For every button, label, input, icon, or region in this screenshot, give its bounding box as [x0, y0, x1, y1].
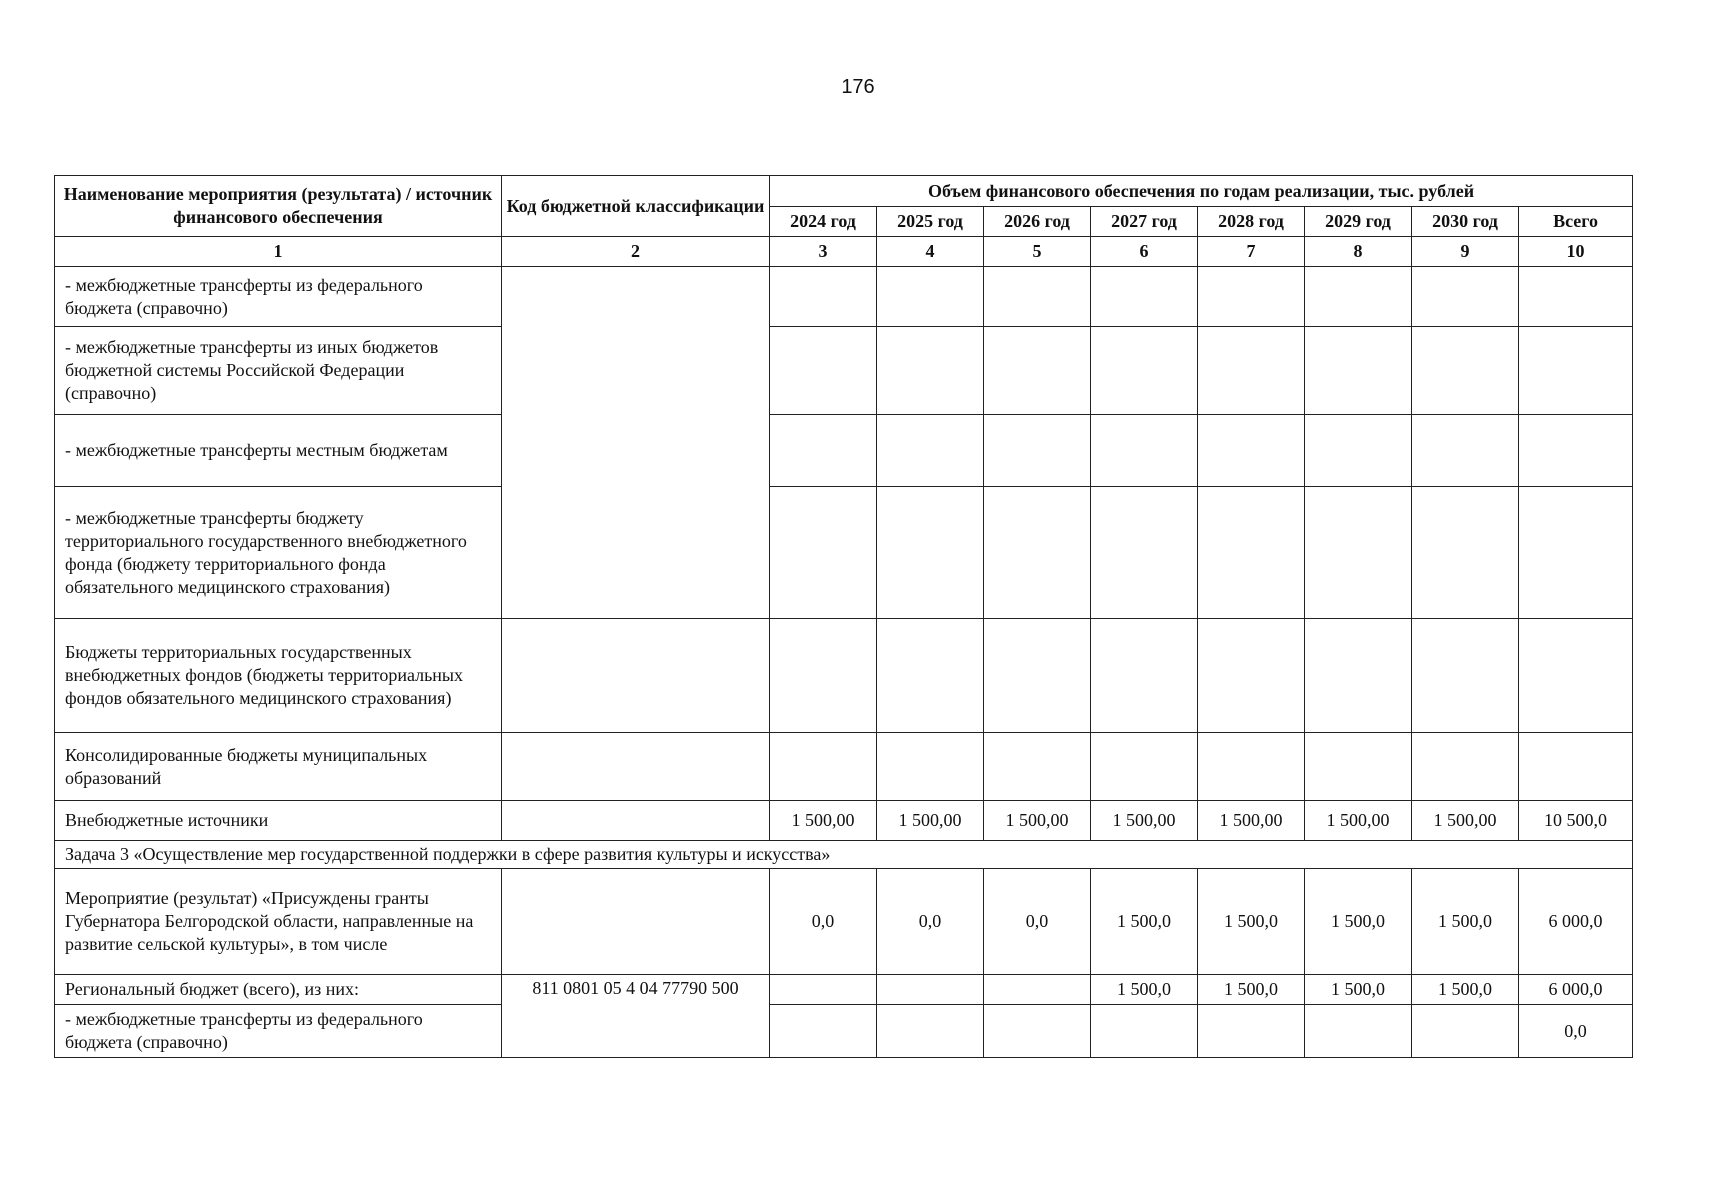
row-name: - межбюджетные трансферты из федерального бюджета (справочно) [55, 267, 502, 327]
header-total: Всего [1519, 207, 1633, 237]
row-name: Мероприятие (результат) «Присуждены гранты Губернатора Белгородской области, направленные на развитие сельской культуры», в том числе [55, 869, 502, 975]
value-cell [770, 487, 877, 619]
header-code: Код бюджетной классификации [502, 176, 770, 237]
table-row [55, 415, 1633, 487]
value-cell [877, 975, 984, 1005]
value-cell [984, 487, 1091, 619]
value-cell: 1 500,0 [1091, 975, 1198, 1005]
row-code-merged [502, 267, 770, 619]
row-name: Бюджеты территориальных государственных внебюджетных фондов (бюджеты территориальных фондов обязательного медицинского страхования) [55, 619, 502, 733]
value-cell [1198, 733, 1305, 801]
value-cell [1198, 619, 1305, 733]
value-cell [1305, 733, 1412, 801]
column-number: 3 [770, 237, 877, 267]
value-cell: 0,0 [1519, 1005, 1633, 1058]
row-code [502, 619, 770, 733]
column-number: 4 [877, 237, 984, 267]
value-cell [1305, 415, 1412, 487]
value-cell: 0,0 [770, 869, 877, 975]
value-cell [770, 415, 877, 487]
value-cell [770, 619, 877, 733]
value-cell [984, 267, 1091, 327]
value-cell [1519, 619, 1633, 733]
value-cell: 10 500,0 [1519, 801, 1633, 841]
row-name: - межбюджетные трансферты местным бюджетам [55, 415, 502, 487]
value-cell [1519, 487, 1633, 619]
task-title: Задача 3 «Осуществление мер государственной поддержки в сфере развития культуры и искусства» [55, 841, 1633, 869]
value-cell [1091, 487, 1198, 619]
value-cell [770, 733, 877, 801]
table-row [55, 733, 1633, 801]
header-year: 2029 год [1305, 207, 1412, 237]
value-cell [984, 415, 1091, 487]
value-cell [1198, 327, 1305, 415]
value-cell: 6 000,0 [1519, 869, 1633, 975]
row-name: Внебюджетные источники [55, 801, 502, 841]
value-cell [877, 267, 984, 327]
value-cell [1091, 1005, 1198, 1058]
value-cell: 1 500,00 [1412, 801, 1519, 841]
row-code: 811 0801 05 4 04 77790 500 [502, 975, 770, 1058]
value-cell [1091, 733, 1198, 801]
column-number-row [55, 237, 1633, 267]
value-cell [1412, 415, 1519, 487]
page-number: 176 [841, 76, 875, 98]
value-cell [770, 975, 877, 1005]
value-cell [1305, 1005, 1412, 1058]
row-code [502, 801, 770, 841]
value-cell [984, 733, 1091, 801]
value-cell [1198, 487, 1305, 619]
value-cell [984, 1005, 1091, 1058]
value-cell: 0,0 [877, 869, 984, 975]
value-cell: 1 500,0 [1412, 869, 1519, 975]
value-cell [877, 327, 984, 415]
table-row [55, 869, 1633, 975]
value-cell [1519, 415, 1633, 487]
value-cell [1091, 327, 1198, 415]
value-cell [1412, 733, 1519, 801]
value-cell: 1 500,00 [984, 801, 1091, 841]
value-cell [1412, 327, 1519, 415]
value-cell [1412, 1005, 1519, 1058]
row-name: - межбюджетные трансферты из иных бюджетов бюджетной системы Российской Федерации (справочно) [55, 327, 502, 415]
value-cell [1198, 1005, 1305, 1058]
table-row [55, 267, 1633, 327]
header-volume: Объем финансового обеспечения по годам реализации, тыс. рублей [770, 176, 1633, 207]
value-cell [877, 619, 984, 733]
header-year: 2026 год [984, 207, 1091, 237]
value-cell [1412, 267, 1519, 327]
value-cell [1519, 733, 1633, 801]
row-name: - межбюджетные трансферты бюджету территориального государственного внебюджетного фонда (бюджету территориального фонда обязательного медицинского страхования) [55, 487, 502, 619]
column-number: 5 [984, 237, 1091, 267]
table-row [55, 487, 1633, 619]
value-cell [1305, 487, 1412, 619]
value-cell [877, 733, 984, 801]
value-cell [984, 975, 1091, 1005]
value-cell [1412, 619, 1519, 733]
table-row [55, 619, 1633, 733]
value-cell: 1 500,00 [1198, 801, 1305, 841]
column-number: 8 [1305, 237, 1412, 267]
value-cell: 1 500,00 [877, 801, 984, 841]
task-row [55, 841, 1633, 869]
value-cell [1198, 267, 1305, 327]
table-row [55, 975, 1633, 1005]
value-cell [1305, 267, 1412, 327]
value-cell [1519, 267, 1633, 327]
value-cell [1519, 327, 1633, 415]
value-cell [1305, 619, 1412, 733]
value-cell [984, 619, 1091, 733]
header-year: 2028 год [1198, 207, 1305, 237]
value-cell: 1 500,0 [1091, 869, 1198, 975]
value-cell [1091, 415, 1198, 487]
value-cell [877, 1005, 984, 1058]
row-code [502, 869, 770, 975]
header-year: 2030 год [1412, 207, 1519, 237]
value-cell: 6 000,0 [1519, 975, 1633, 1005]
value-cell: 1 500,0 [1198, 975, 1305, 1005]
value-cell: 1 500,0 [1198, 869, 1305, 975]
header-year: 2027 год [1091, 207, 1198, 237]
value-cell [877, 487, 984, 619]
header-year: 2024 год [770, 207, 877, 237]
value-cell: 0,0 [984, 869, 1091, 975]
value-cell [1305, 327, 1412, 415]
table-row [55, 801, 1633, 841]
value-cell: 1 500,0 [1305, 869, 1412, 975]
row-name: Консолидированные бюджеты муниципальных образований [55, 733, 502, 801]
value-cell [770, 1005, 877, 1058]
value-cell: 1 500,00 [1091, 801, 1198, 841]
budget-table [54, 175, 1633, 1058]
value-cell: 1 500,0 [1412, 975, 1519, 1005]
value-cell [1198, 415, 1305, 487]
value-cell [770, 267, 877, 327]
value-cell [1412, 487, 1519, 619]
row-name: - межбюджетные трансферты из федерального бюджета (справочно) [55, 1005, 502, 1058]
value-cell: 1 500,00 [770, 801, 877, 841]
header-name: Наименование мероприятия (результата) / источник финансового обеспечения [55, 176, 502, 237]
column-number: 6 [1091, 237, 1198, 267]
column-number: 10 [1519, 237, 1633, 267]
column-number: 2 [502, 237, 770, 267]
value-cell [1091, 267, 1198, 327]
row-code [502, 733, 770, 801]
value-cell [984, 327, 1091, 415]
value-cell [770, 327, 877, 415]
column-number: 1 [55, 237, 502, 267]
header-row-1 [55, 176, 1633, 207]
column-number: 7 [1198, 237, 1305, 267]
table-row [55, 1005, 1633, 1058]
row-name: Региональный бюджет (всего), из них: [55, 975, 502, 1005]
table-row [55, 327, 1633, 415]
column-number: 9 [1412, 237, 1519, 267]
value-cell: 1 500,00 [1305, 801, 1412, 841]
header-year: 2025 год [877, 207, 984, 237]
value-cell [1091, 619, 1198, 733]
value-cell [877, 415, 984, 487]
value-cell: 1 500,0 [1305, 975, 1412, 1005]
